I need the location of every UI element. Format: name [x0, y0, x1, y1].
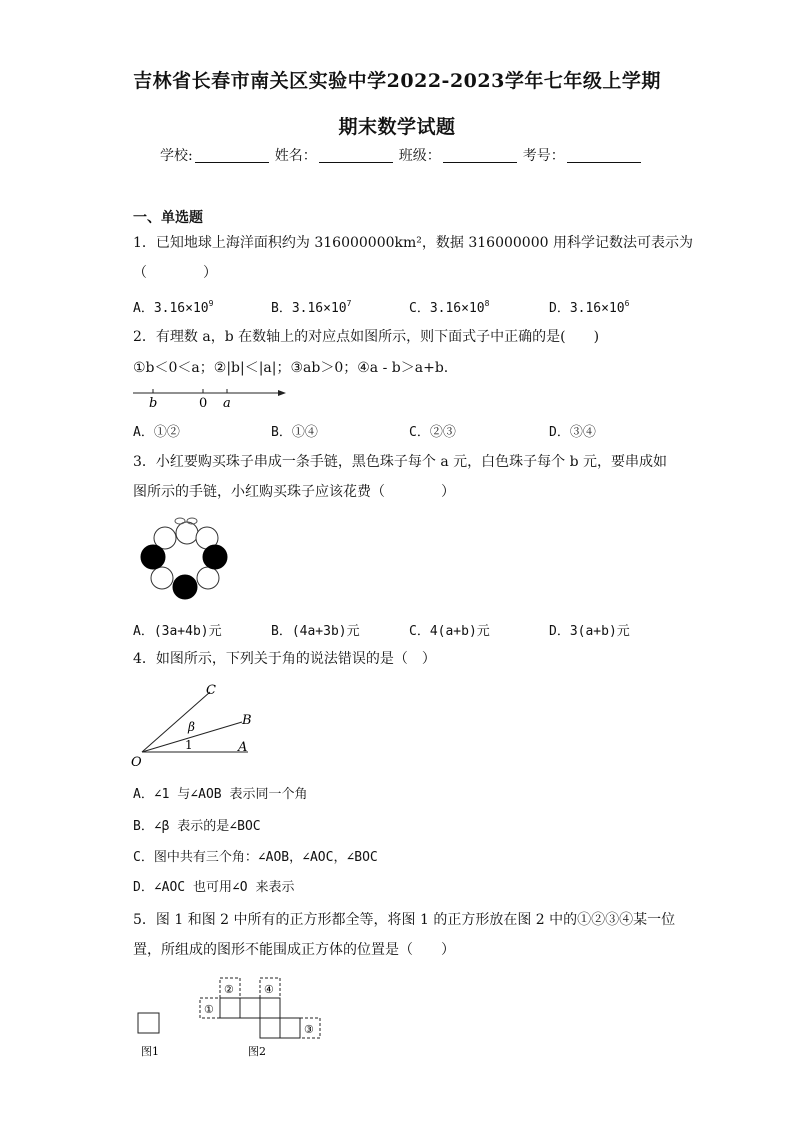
fig1-caption: 图1 — [141, 1045, 159, 1058]
q3-line2: 图所示的手链，小红购买珠子应该花费（ ） — [133, 484, 455, 500]
label-b: b — [149, 396, 158, 411]
q2-text: 2．有理数 a，b 在数轴上的对应点如图所示，则下面式子中正确的是( ) — [133, 329, 600, 345]
q1-paren: （ ） — [133, 265, 217, 281]
q4-option-a[interactable]: A．∠1 与∠AOB 表示同一个角 — [133, 787, 308, 802]
label-b: B — [242, 713, 252, 728]
fig2-square — [240, 998, 260, 1018]
student-info-row — [160, 145, 647, 165]
slot-2-label: ② — [224, 983, 234, 996]
white-bead — [151, 567, 173, 589]
label-o: O — [131, 755, 142, 770]
q2-number-line — [130, 382, 290, 412]
q5-cube-net-figure — [130, 970, 340, 1065]
q2-option-b[interactable]: B．①④ — [271, 425, 318, 440]
q4-option-d[interactable]: D．∠AOC 也可用∠O 来表示 — [133, 880, 295, 895]
q3-option-c[interactable]: C．4(a+b)元 — [409, 624, 490, 639]
label-c: C — [206, 683, 216, 698]
black-bead — [173, 575, 197, 599]
name-label: 姓名： — [274, 148, 317, 164]
white-bead — [176, 522, 198, 544]
q2-statements: ①b＜0＜a；②|b|＜|a|；③ab＞0；④a - b＞a+b. — [133, 360, 449, 376]
label-zero: 0 — [199, 396, 208, 411]
class-label: 班级： — [398, 148, 441, 164]
slot-1-label: ① — [204, 1003, 214, 1016]
q3-bracelet-figure — [135, 515, 235, 605]
number-line-arrow — [278, 390, 286, 396]
name-blank[interactable] — [319, 148, 393, 163]
q4-option-c[interactable]: C．图中共有三个角：∠AOB，∠AOC，∠BOC — [133, 850, 378, 865]
exam-number-blank[interactable] — [567, 148, 641, 163]
exam-number-label: 考号： — [522, 148, 565, 164]
class-blank[interactable] — [443, 148, 517, 163]
q3-option-d[interactable]: D．3(a+b)元 — [549, 624, 630, 639]
label-a: a — [223, 396, 231, 411]
label-one: 1 — [185, 738, 193, 752]
school-label: 学校: — [160, 148, 193, 164]
label-beta: β — [188, 720, 195, 734]
q2-option-d[interactable]: D．③④ — [549, 425, 596, 440]
q4-text: 4．如图所示，下列关于角的说法错误的是（ ） — [133, 651, 436, 667]
q5-line2: 置，所组成的图形不能围成正方体的位置是（ ） — [133, 942, 455, 958]
fig2-caption: 图2 — [248, 1045, 266, 1058]
slot-4-label: ④ — [264, 983, 274, 996]
q1-option-d[interactable]: D．$3.16\times 10^6$ — [549, 299, 630, 316]
slot-3-label: ③ — [304, 1023, 314, 1036]
q2-option-c[interactable]: C．②③ — [409, 425, 456, 440]
q4-angle-figure — [130, 680, 270, 772]
q1-text: 1．已知地球上海洋面积约为 316000000km²，数据 316000000 用科学记数法可表示为 — [133, 235, 693, 251]
section-title: 一、单选题 — [133, 210, 203, 226]
white-bead — [197, 567, 219, 589]
fig1-square — [138, 1013, 159, 1033]
fig2-square — [260, 998, 280, 1018]
q5-line1: 5．图 1 和图 2 中所有的正方形都全等，将图 1 的正方形放在图 2 中的①②③④某一位 — [133, 912, 676, 928]
exam-title-line2: 期末数学试题 — [338, 116, 456, 138]
black-bead — [141, 545, 165, 569]
q3-option-a[interactable]: A．(3a+4b)元 — [133, 624, 222, 639]
fig2-square — [280, 1018, 300, 1038]
ray-oc — [142, 692, 210, 752]
exam-title-line1: 吉林省长春市南关区实验中学2022-2023学年七年级上学期 — [133, 70, 661, 92]
school-blank[interactable] — [195, 148, 269, 163]
q1-option-c[interactable]: C．$3.16\times 10^8$ — [409, 299, 490, 316]
black-bead — [203, 545, 227, 569]
q3-option-b[interactable]: B．(4a+3b)元 — [271, 624, 360, 639]
q1-option-a[interactable]: A．$3.16\times 10^9$ — [133, 299, 214, 316]
q3-line1: 3．小红要购买珠子串成一条手链，黑色珠子每个 a 元，白色珠子每个 b 元，要串成如 — [133, 454, 668, 470]
q4-option-b[interactable]: B．∠β 表示的是∠BOC — [133, 819, 261, 834]
q2-option-a[interactable]: A．①② — [133, 425, 180, 440]
label-a: A — [238, 740, 248, 755]
fig2-square — [220, 998, 240, 1018]
q1-option-b[interactable]: B．$3.16\times 10^7$ — [271, 299, 352, 316]
fig2-square — [260, 1018, 280, 1038]
